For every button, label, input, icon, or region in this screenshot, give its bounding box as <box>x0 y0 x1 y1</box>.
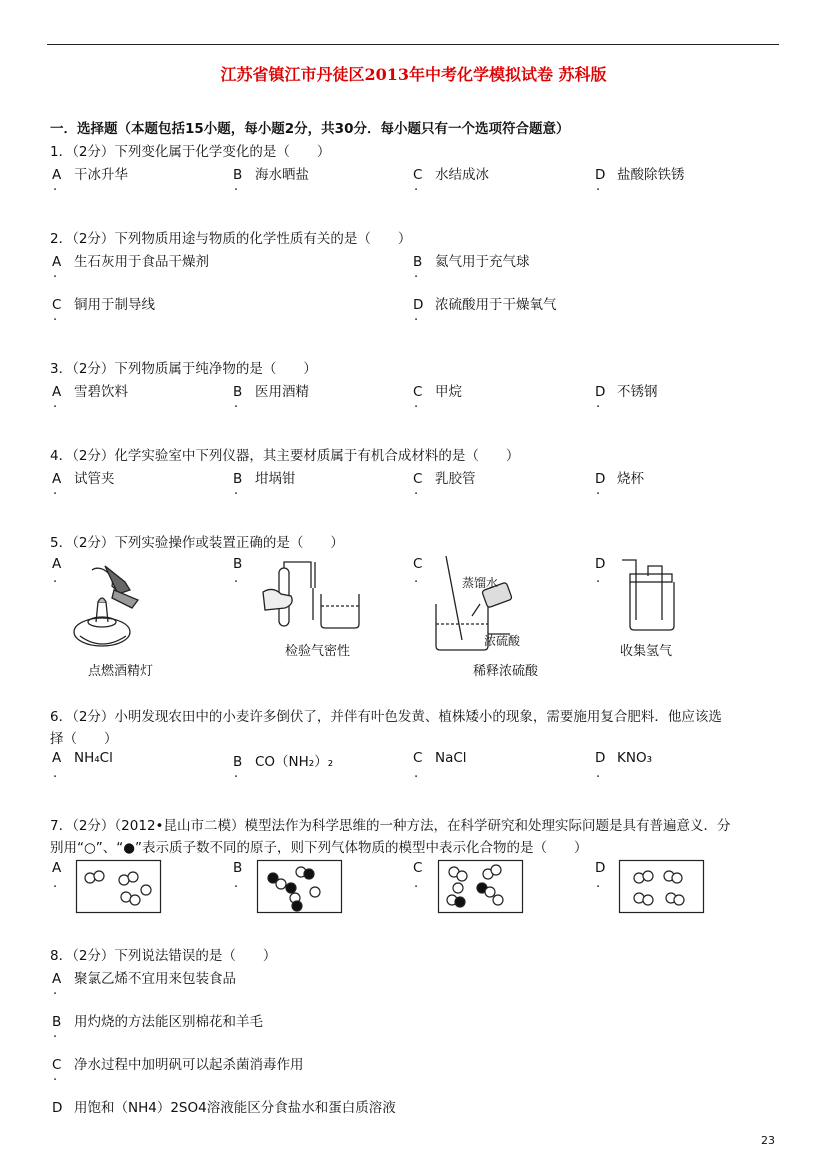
option-dot: · <box>53 880 58 895</box>
option-dot: · <box>234 400 239 415</box>
option-dot: · <box>53 183 58 198</box>
question-6-stem-line2: 择（ ） <box>50 731 118 747</box>
question-3-stem: 3．（2分）下列物质属于纯净物的是（ ） <box>50 361 317 377</box>
question-7-stem-line1: 7．（2分）（2012•昆山市二模）模型法作为科学思维的一种方法，在科学研究和处理实际问题是具有普遍意义．分 <box>50 818 731 834</box>
q6-option-b[interactable]: B CO（NH₂）₂ <box>233 754 334 770</box>
q4-option-a[interactable]: A 试管夹 <box>52 471 115 487</box>
q5-caption-d: 收集氢气 <box>620 644 673 659</box>
option-dot: · <box>414 880 419 895</box>
page-number: 23 <box>761 1134 775 1147</box>
option-dot: · <box>53 1030 58 1045</box>
option-dot: · <box>414 270 419 285</box>
q5-option-a[interactable]: A <box>52 556 62 572</box>
option-dot: · <box>53 770 58 785</box>
option-dot: · <box>53 1073 58 1088</box>
q7-option-a[interactable]: A <box>52 860 62 876</box>
option-dot: · <box>53 270 58 285</box>
option-dot: · <box>414 400 419 415</box>
model-b-image <box>257 860 343 914</box>
concentrated-acid-label: 浓硫酸 <box>484 634 521 648</box>
q7-option-d[interactable]: D <box>595 860 606 876</box>
option-dot: · <box>414 313 419 328</box>
airtightness-test-image <box>255 560 365 635</box>
alcohol-lamp-image <box>70 560 160 660</box>
q5-option-c[interactable]: C <box>413 556 423 572</box>
q3-option-c[interactable]: C 甲烷 <box>413 384 462 400</box>
header-rule <box>47 44 779 45</box>
option-dot: · <box>414 183 419 198</box>
paper-title: 江苏省镇江市丹徒区2013年中考化学模拟试卷 苏科版 <box>220 65 607 84</box>
option-dot: · <box>596 487 601 502</box>
option-dot: · <box>53 487 58 502</box>
q6-option-d[interactable]: D KNO₃ <box>595 750 652 766</box>
q2-option-a[interactable]: A 生石灰用于食品干燥剂 <box>52 254 209 270</box>
question-8-stem: 8．（2分）下列说法错误的是（ ） <box>50 948 277 964</box>
q5-option-b[interactable]: B <box>233 556 243 572</box>
q1-option-c[interactable]: C 水结成冰 <box>413 167 489 183</box>
option-dot: · <box>596 880 601 895</box>
q6-option-c[interactable]: C NaCl <box>413 750 467 766</box>
option-dot: · <box>234 880 239 895</box>
option-dot: · <box>53 575 58 590</box>
option-dot: · <box>234 487 239 502</box>
option-dot: · <box>596 400 601 415</box>
q2-option-b[interactable]: B 氦气用于充气球 <box>413 254 530 270</box>
q8-option-c[interactable]: C 净水过程中加明矾可以起杀菌消毒作用 <box>52 1057 304 1073</box>
option-dot: · <box>53 400 58 415</box>
q3-option-d[interactable]: D 不锈钢 <box>595 384 658 400</box>
question-1-stem: 1．（2分）下列变化属于化学变化的是（ ） <box>50 144 331 160</box>
q8-option-b[interactable]: B 用灼烧的方法能区别棉花和羊毛 <box>52 1014 263 1030</box>
q1-option-a[interactable]: A 干冰升华 <box>52 167 128 183</box>
q4-option-b[interactable]: B 坩埚钳 <box>233 471 296 487</box>
q6-option-a[interactable]: A NH₄Cl <box>52 750 113 766</box>
distilled-water-label: 蒸馏水 <box>462 576 499 590</box>
q3-option-a[interactable]: A 雪碧饮料 <box>52 384 128 400</box>
q4-option-c[interactable]: C 乳胶管 <box>413 471 476 487</box>
option-dot: · <box>596 770 601 785</box>
option-dot: · <box>414 770 419 785</box>
option-dot: · <box>234 770 239 785</box>
option-dot: · <box>596 575 601 590</box>
model-d-image <box>619 860 705 914</box>
option-dot: · <box>414 575 419 590</box>
q7-option-b[interactable]: B <box>233 860 243 876</box>
q8-option-a[interactable]: A 聚氯乙烯不宜用来包装食品 <box>52 971 236 987</box>
model-a-image <box>76 860 162 914</box>
q5-caption-a: 点燃酒精灯 <box>88 664 154 679</box>
option-dot: · <box>53 987 58 1002</box>
q1-option-b[interactable]: B 海水晒盐 <box>233 167 309 183</box>
option-dot: · <box>234 575 239 590</box>
q8-option-d[interactable]: D 用饱和（NH4）2SO4溶液能区分食盐水和蛋白质溶液 <box>52 1100 396 1116</box>
gas-bottle-image <box>618 556 698 636</box>
q2-option-c[interactable]: C 铜用于制导线 <box>52 297 155 313</box>
q7-option-c[interactable]: C <box>413 860 423 876</box>
q4-option-d[interactable]: D 烧杯 <box>595 471 644 487</box>
question-7-stem-line2: 别用“○”、“●”表示质子数不同的原子，则下列气体物质的模型中表示化合物的是（ ） <box>50 840 588 856</box>
q5-option-d[interactable]: D <box>595 556 606 572</box>
option-dot: · <box>414 487 419 502</box>
question-4-stem: 4．（2分）化学实验室中下列仪器，其主要材质属于有机合成材料的是（ ） <box>50 448 520 464</box>
q3-option-b[interactable]: B 医用酒精 <box>233 384 309 400</box>
q5-caption-c: 稀释浓硫酸 <box>473 664 539 679</box>
option-dot: · <box>596 183 601 198</box>
section-heading: 一．选择题（本题包括15小题，每小题2分，共30分．每小题只有一个选项符合题意） <box>50 121 570 137</box>
question-5-stem: 5．（2分）下列实验操作或装置正确的是（ ） <box>50 535 344 551</box>
question-6-stem-line1: 6．（2分）小明发现农田中的小麦许多倒伏了，并伴有叶色发黄、植株矮小的现象，需要施用复合肥料．他应该选 <box>50 709 722 725</box>
option-dot: · <box>53 313 58 328</box>
question-2-stem: 2．（2分）下列物质用途与物质的化学性质有关的是（ ） <box>50 231 412 247</box>
q1-option-d[interactable]: D 盐酸除铁锈 <box>595 167 685 183</box>
model-c-image <box>438 860 524 914</box>
q2-option-d[interactable]: D 浓硫酸用于干燥氧气 <box>413 297 557 313</box>
q5-caption-b: 检验气密性 <box>285 644 351 659</box>
option-dot: · <box>234 183 239 198</box>
